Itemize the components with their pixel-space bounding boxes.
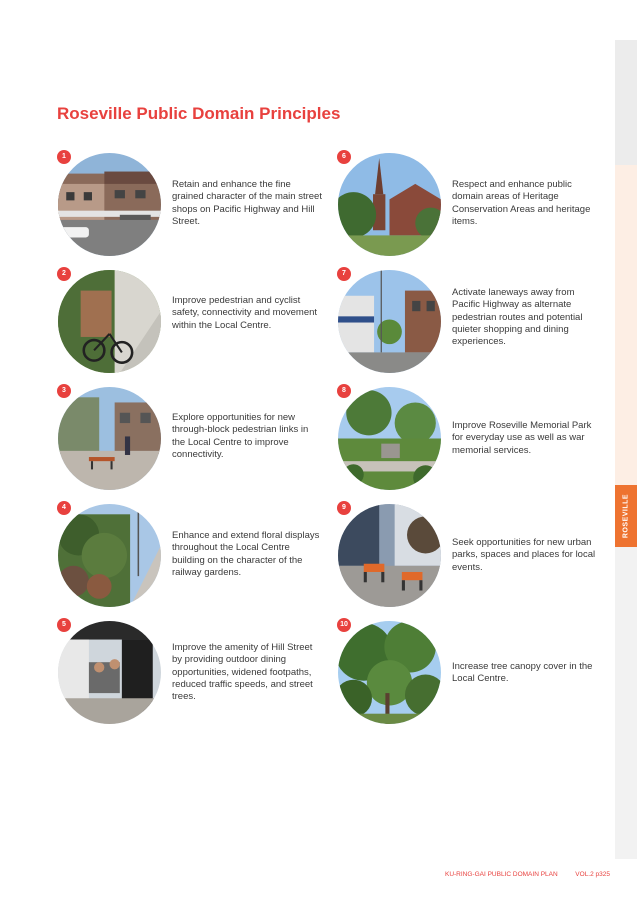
principle-description: Improve the amenity of Hill Street by providing outdoor dining opportunities, widened footpaths, reduced traffic speeds, and street trees. xyxy=(172,642,313,703)
principle-number-badge: 4 xyxy=(57,501,71,515)
principle-description: Increase tree canopy cover in the Local Centre. xyxy=(452,661,593,685)
principle-item-3 xyxy=(57,384,327,494)
principle-description: Improve Roseville Memorial Park for everyday use as well as war memorial services. xyxy=(452,420,592,456)
outdoor-dining-photo xyxy=(58,621,161,724)
railway-gardens-photo xyxy=(58,504,161,607)
page-footer xyxy=(445,871,610,878)
principle-number-badge: 2 xyxy=(57,267,71,281)
principle-description: Enhance and extend floral displays throughout the Local Centre building on the character of the railway gardens. xyxy=(172,530,320,578)
memorial-park-photo xyxy=(338,387,441,490)
principle-number-badge: 5 xyxy=(57,618,71,632)
principle-number-badge: 1 xyxy=(57,150,71,164)
principle-number-badge: 10 xyxy=(337,618,351,632)
side-tab-grey xyxy=(615,40,637,165)
principle-description: Retain and enhance the fine grained character of the main street shops on Pacific Highway and Hill Street. xyxy=(172,179,322,227)
principle-description: Respect and enhance public domain areas of Heritage Conservation Areas and heritage items. xyxy=(452,179,591,227)
principle-number-badge: 6 xyxy=(337,150,351,164)
principle-number-badge: 9 xyxy=(337,501,351,515)
principle-item-5 xyxy=(57,618,327,728)
principle-item-1 xyxy=(57,150,327,260)
footpath-bicycle-photo xyxy=(58,270,161,373)
page-title: Roseville Public Domain Principles xyxy=(57,104,341,123)
tree-canopy-photo xyxy=(338,621,441,724)
principle-item-8 xyxy=(337,384,607,494)
principle-number-badge: 8 xyxy=(337,384,351,398)
principle-description: Activate laneways away from Pacific Highway as alternate pedestrian routes and potential quieter shopping and dining experiences. xyxy=(452,287,583,348)
heritage-church-photo xyxy=(338,153,441,256)
principle-item-10 xyxy=(337,618,607,728)
principle-item-6 xyxy=(337,150,607,260)
principle-item-7 xyxy=(337,267,607,377)
urban-park-seating-photo xyxy=(338,504,441,607)
principle-item-4 xyxy=(57,501,327,611)
principle-description: Explore opportunities for new through-block pedestrian links in the Local Centre to improve connectivity. xyxy=(172,412,309,460)
side-tab-label: ROSEVILLE xyxy=(622,493,630,539)
footer-document-title: KU-RING-GAI PUBLIC DOMAIN PLAN xyxy=(444,871,558,878)
principle-item-9 xyxy=(337,501,607,611)
principle-item-2 xyxy=(57,267,327,377)
side-tab-roseville[interactable] xyxy=(615,485,637,547)
pedestrian-plaza-photo xyxy=(58,387,161,490)
laneway-photo xyxy=(338,270,441,373)
principle-description: Seek opportunities for new urban parks, spaces and places for local events. xyxy=(452,537,596,573)
side-tab-section xyxy=(615,165,637,485)
footer-page-number: VOL.2 p325 xyxy=(575,871,610,878)
main-street-shops-photo xyxy=(58,153,161,256)
principle-number-badge: 3 xyxy=(57,384,71,398)
principle-description: Improve pedestrian and cyclist safety, connectivity and movement within the Local Centre. xyxy=(172,295,318,331)
principle-number-badge: 7 xyxy=(337,267,351,281)
side-tab-lower xyxy=(615,547,637,859)
